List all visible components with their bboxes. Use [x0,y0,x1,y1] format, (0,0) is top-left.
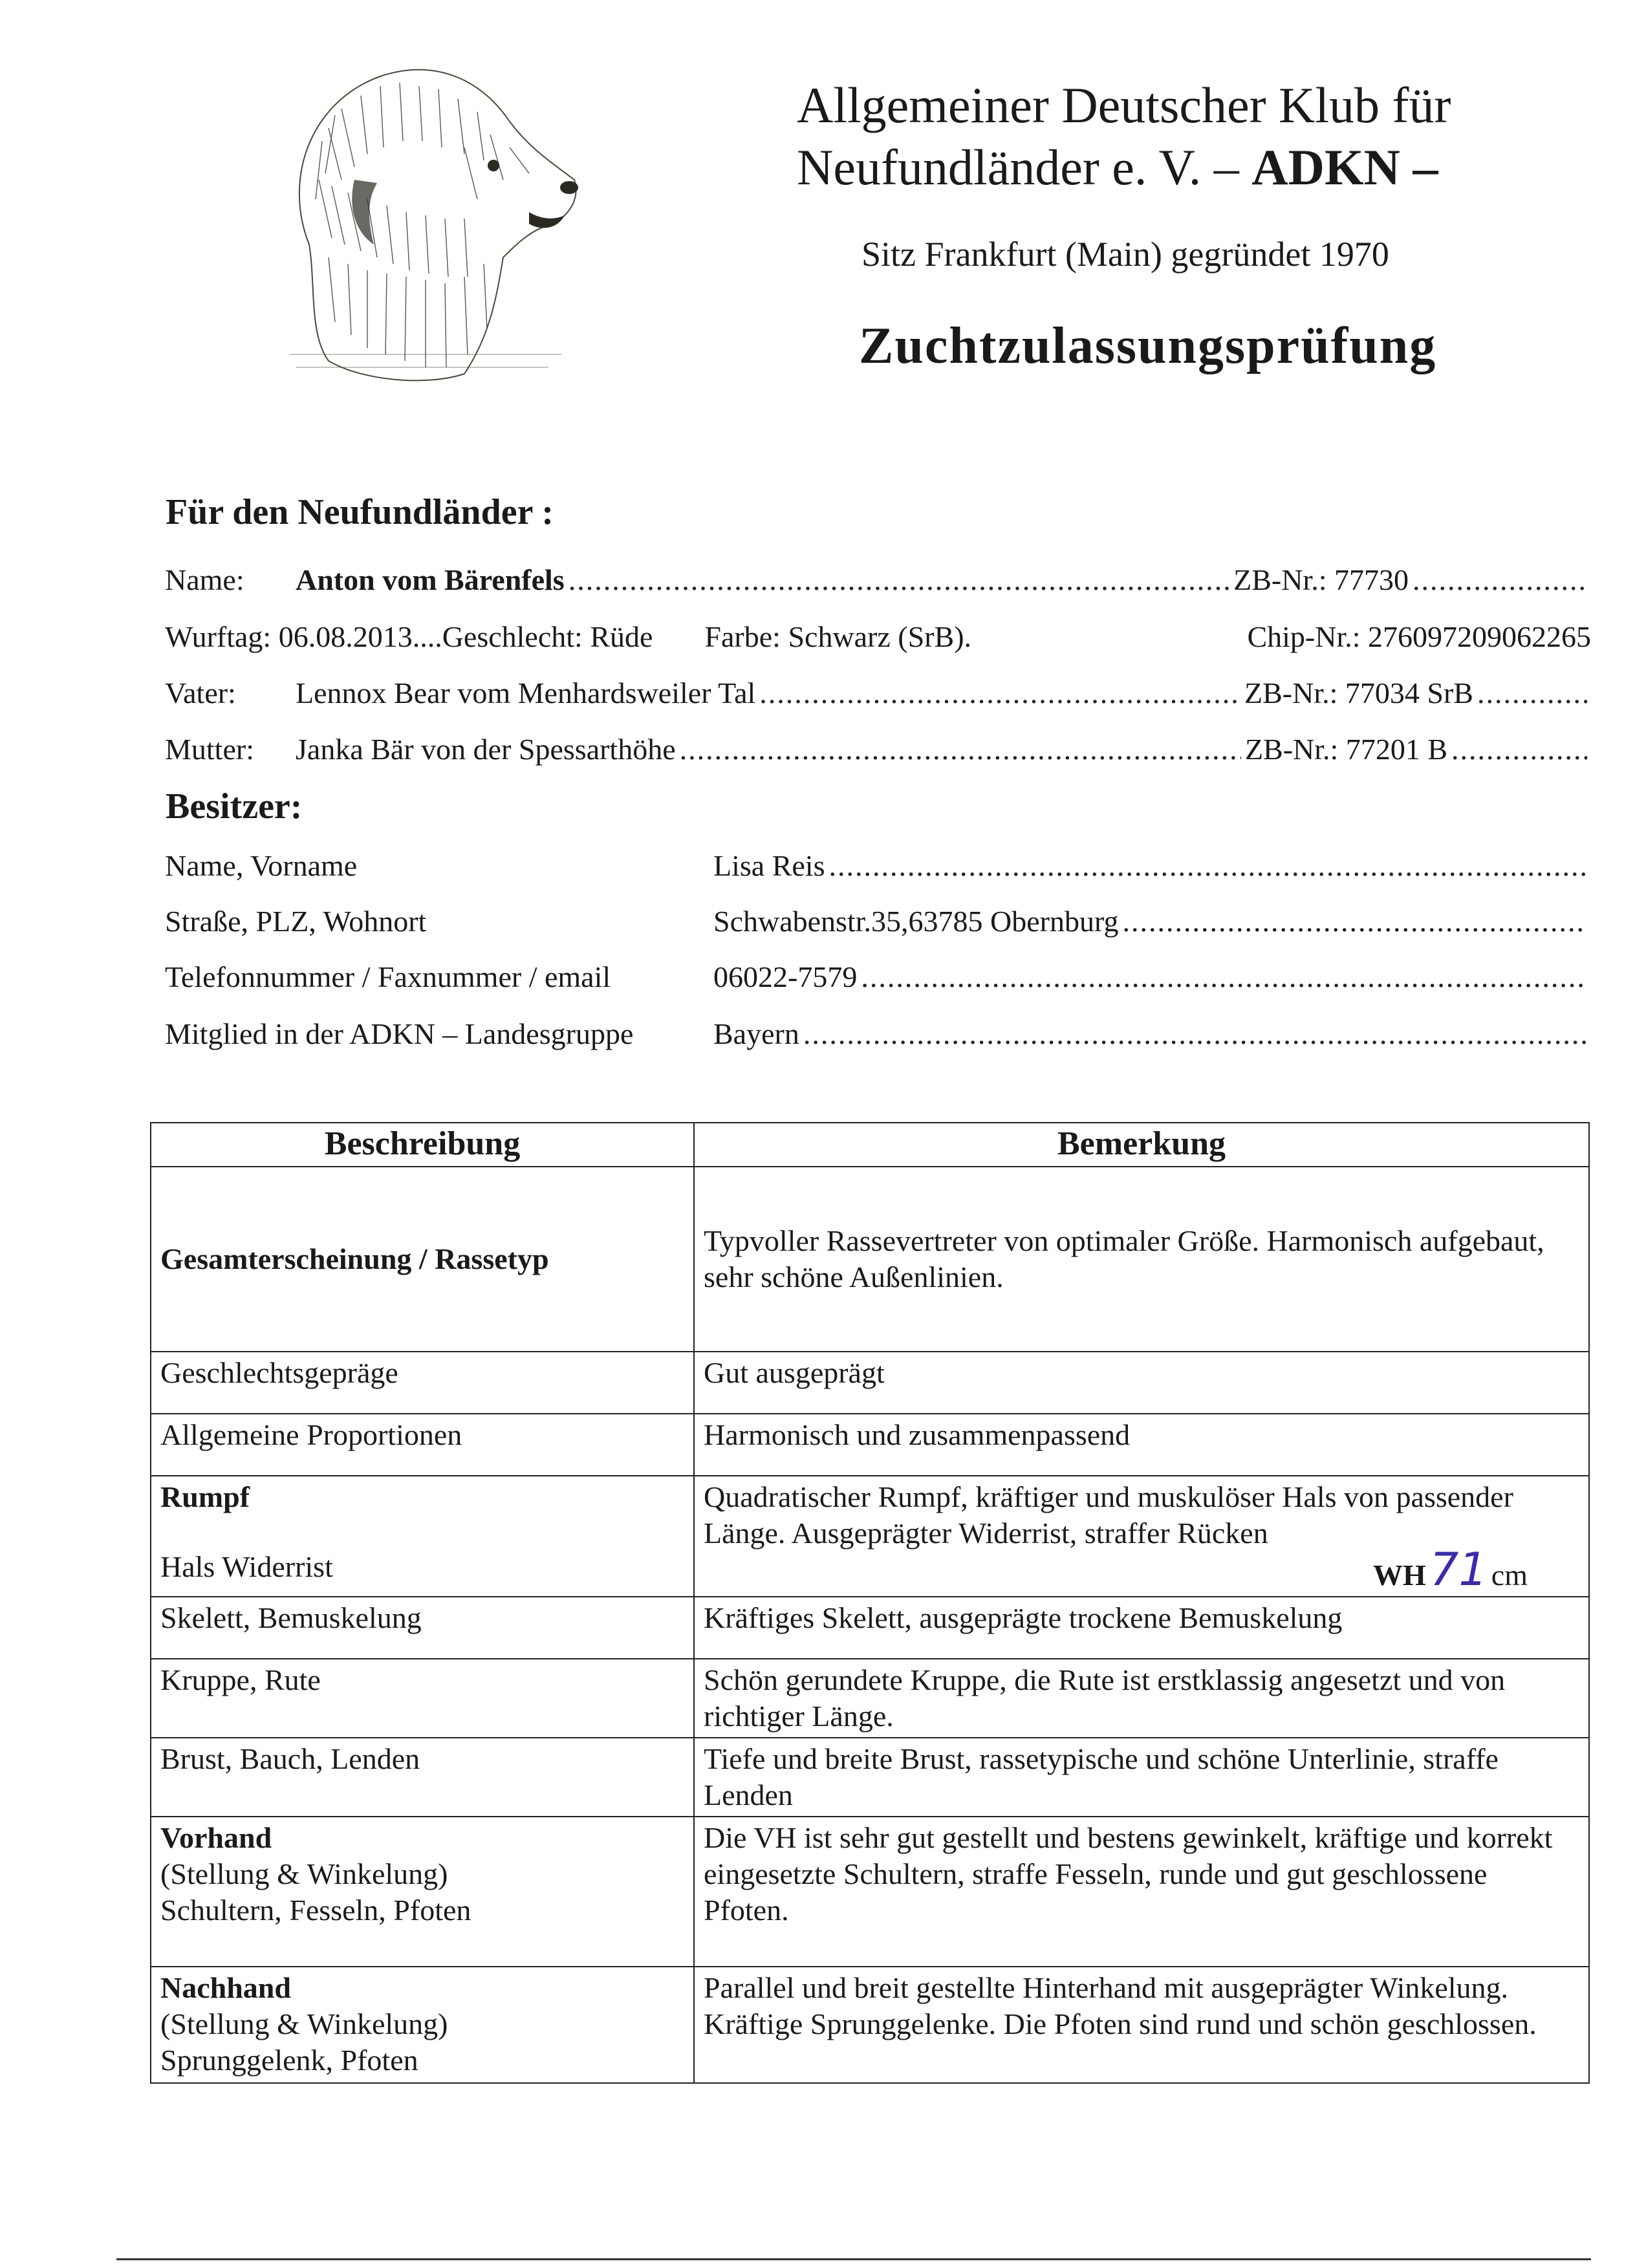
row-description: Skelett, Bemuskelung [151,1597,694,1659]
row-description-sub: Sprunggelenk, Pfoten [160,2044,418,2077]
row-description: Allgemeine Proportionen [151,1414,694,1476]
dog-name-row [165,563,1591,604]
table-row [151,1414,1589,1476]
row-remark: Typvoller Rassevertreter von optimaler Größe. Harmonisch aufgebaut, sehr schöne Außenlinien. [694,1167,1589,1352]
table-header-row [151,1123,1589,1167]
dot-leader [803,1017,1587,1051]
father-row [165,676,1591,717]
mother-row [165,732,1591,773]
row-description [151,1967,694,2083]
row-description [151,1817,694,1967]
father-name: Lennox Bear vom Menhardsweiler Tal [296,676,756,709]
row-description: Brust, Bauch, Lenden [151,1738,694,1817]
owner-regional-group-value: Bayern [713,1017,799,1050]
column-header-remark: Bemerkung [694,1123,1589,1167]
owner-phone-row [713,960,1591,994]
table-row [151,1167,1589,1352]
withers-height [704,1543,1579,1596]
owner-regional-group-row [713,1017,1591,1051]
owner-regional-group-label: Mitglied in der ADKN – Landesgruppe [165,1017,634,1050]
row-description [151,1476,694,1597]
row-description: Geschlechtsgepräge [151,1352,694,1414]
row-description-sub: Hals Widerrist [160,1550,333,1583]
withers-height-value: 71 [1429,1543,1488,1596]
row-description-title: Vorhand [160,1821,272,1854]
row-description-sub: (Stellung & Winkelung) [160,1857,448,1890]
chip-number: Chip-Nr.: 276097209062265 [1247,620,1591,653]
row-description-sub: Schultern, Fesseln, Pfoten [160,1894,471,1927]
table-row [151,1476,1589,1597]
dot-leader [1413,563,1587,597]
dot-leader [680,732,1241,766]
owner-name-value: Lisa Reis [713,849,825,882]
owner-phone-label: Telefonnummer / Faxnummer / email [165,960,611,993]
dog-birth-row [165,620,1591,661]
dot-leader [828,848,1587,883]
owner-address-label: Straße, PLZ, Wohnort [165,905,427,938]
mother-zb-number: ZB-Nr.: 77201 B [1244,733,1447,766]
owner-address-row [713,904,1591,938]
dog-name-value: Anton vom Bärenfels [296,563,565,596]
row-description-title: Rumpf [160,1480,250,1513]
club-seat-founded: Sitz Frankfurt (Main) gegründet 1970 [861,235,1389,274]
row-remark: Kräftiges Skelett, ausgeprägte trockene Bemuskelung [694,1597,1589,1659]
column-header-description: Beschreibung [151,1123,694,1167]
owner-name-row [713,848,1591,883]
dot-leader [861,960,1587,994]
club-name-line1: Allgemeiner Deutscher Klub für [797,77,1451,133]
owner-address-value: Schwabenstr.35,63785 Obernburg [713,905,1119,938]
row-remark: Schön gerundete Kruppe, die Rute ist erstklassig angesetzt und von richtiger Länge. [694,1659,1589,1738]
row-description: Kruppe, Rute [151,1659,694,1738]
row-remark: Tiefe und breite Brust, rassetypische und schöne Unterlinie, straffe Lenden [694,1738,1589,1817]
table-row [151,1597,1589,1659]
withers-height-label: WH [1372,1559,1426,1592]
document-title: Zuchtzulassungsprüfung [859,318,1437,374]
owner-phone-value: 06022-7579 [713,960,858,993]
row-remark-text: Quadratischer Rumpf, kräftiger und muskulöser Hals von passender Länge. Ausgeprägter Widerrist, straffer Rücken [704,1480,1513,1550]
dot-leader [568,563,1229,597]
dog-name-label: Name: [165,563,244,596]
page-bottom-rule [116,2258,1591,2260]
table-row [151,1967,1589,2083]
owner-name-label: Name, Vorname [165,849,358,882]
dog-section-heading: Für den Neufundländer : [166,492,554,532]
evaluation-table [150,1122,1590,2084]
mother-label: Mutter: [165,733,254,766]
row-remark: Gut ausgeprägt [694,1352,1589,1414]
club-name [797,74,1451,199]
mother-name: Janka Bär von der Spessarthöhe [296,733,676,766]
row-description: Gesamterscheinung / Rassetyp [151,1167,694,1352]
father-zb-number: ZB-Nr.: 77034 SrB [1244,676,1473,709]
dot-leader [1451,732,1587,766]
row-description-title: Nachhand [160,1971,291,2004]
table-row [151,1817,1589,1967]
wurftag-geschlecht: Wurftag: 06.08.2013....Geschlecht: Rüde [165,620,653,653]
farbe: Farbe: Schwarz (SrB). [704,620,972,653]
newfoundland-dog-logo-icon [270,50,581,387]
table-row [151,1352,1589,1414]
club-name-line2: Neufundländer e. V. – ADKN – [797,139,1438,195]
dot-leader [1477,676,1587,710]
row-remark: Die VH ist sehr gut gestellt und bestens gewinkelt, kräftige und korrekt eingesetzte Schultern, straffe Fesseln, runde und gut geschlossene Pfoten. [694,1817,1589,1967]
row-remark: Harmonisch und zusammenpassend [694,1414,1589,1476]
table-row [151,1659,1589,1738]
row-remark [694,1476,1589,1597]
owner-section-heading: Besitzer: [166,786,303,826]
withers-height-unit: cm [1491,1559,1528,1592]
club-abbreviation: ADKN – [1251,139,1438,195]
dot-leader [759,676,1240,710]
table-row [151,1738,1589,1817]
row-description-sub: (Stellung & Winkelung) [160,2007,448,2040]
dot-leader [1122,904,1587,938]
father-label: Vater: [165,676,236,709]
dog-zb-number: ZB-Nr.: 77730 [1233,563,1409,596]
row-remark: Parallel und breit gestellte Hinterhand mit ausgeprägter Winkelung. Kräftige Sprunggelenke. Die Pfoten sind rund und schön geschlossen. [694,1967,1589,2083]
